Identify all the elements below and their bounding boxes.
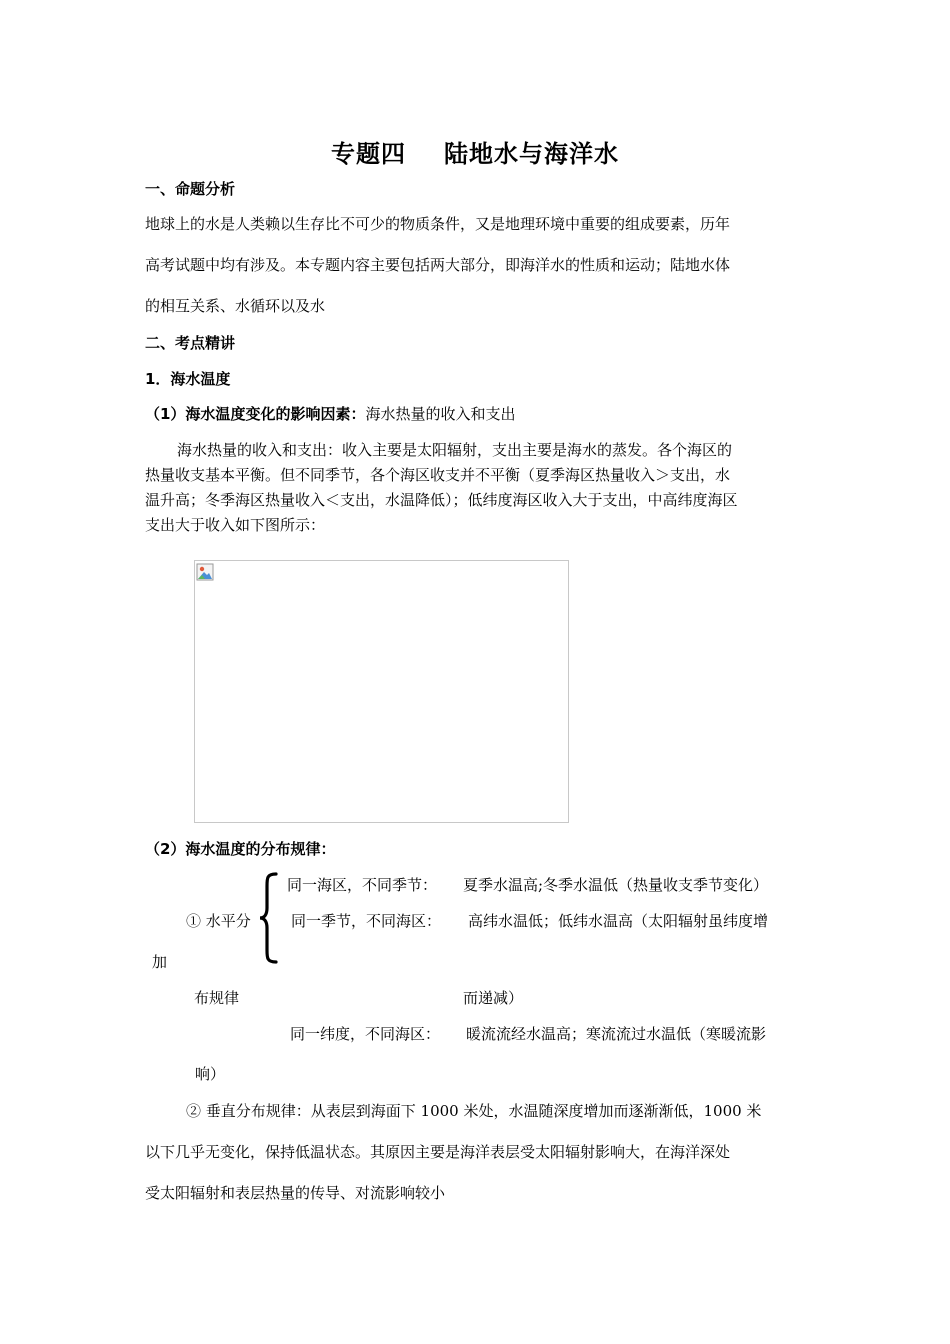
page-title [0,134,950,169]
item-1-label: （1）海水温度变化的影响因素： [145,405,366,423]
broken-image-icon [196,563,214,581]
broken-image-placeholder [194,560,569,823]
section-2-heading: 二、考点精讲 [145,334,236,352]
vertical-line-2: 以下几乎无变化，保持低温状态。其原因主要是海洋表层受太阳辐射影响大，在海洋深处 [145,1143,731,1161]
title-part-a: 专题四 [331,140,406,168]
vertical-line-1: ② 垂直分布规律：从表层到海面下 1000 米处，水温随深度增加而逐渐渐低，1000 米 [186,1102,762,1120]
curly-brace-icon [258,872,278,964]
row-3-result: 暖流流经水温高；寒流流过水温低（寒暖流影 [466,1025,767,1043]
para1-line-3: 温升高；冬季海区热量收入＜支出，水温降低）；低纬度海区收入大于支出，中高纬度海区 [145,491,738,509]
para1-line-4: 支出大于收入如下图所示： [145,516,326,534]
horizontal-label-c: 布规律 [194,989,240,1007]
row-1-result: 夏季水温高;冬季水温低（热量收支季节变化） [463,876,769,894]
row-2-result: 高纬水温低；低纬水温高（太阳辐射虽纬度增 [468,912,769,930]
row-2-condition: 同一季节，不同海区： [291,912,442,930]
para1-line-1: 海水热量的收入和支出：收入主要是太阳辐射，支出主要是海水的蒸发。各个海区的 [177,441,733,459]
sec1-line-2: 高考试题中均有涉及。本专题内容主要包括两大部分，即海洋水的性质和运动；陆地水体 [145,256,731,274]
horizontal-label-b: 加 [152,953,168,971]
para1-line-2: 热量收支基本平衡。但不同季节，各个海区收支并不平衡（夏季海区热量收入＞支出，水 [145,466,731,484]
vertical-line-3: 受太阳辐射和表层热量的传导、对流影响较小 [145,1184,446,1202]
sec1-line-1: 地球上的水是人类赖以生存比不可少的物质条件，又是地理环境中重要的组成要素，历年 [145,215,731,233]
item-1 [145,403,515,424]
sec1-line-3: 的相互关系、水循环以及水 [145,297,326,315]
row-3-condition: 同一纬度，不同海区： [290,1025,441,1043]
section-1-heading: 一、命题分析 [145,180,236,198]
row-3-continuation: 响） [195,1065,226,1083]
row-2-continuation: 而递减） [463,989,524,1007]
title-part-b: 陆地水与海洋水 [444,140,619,168]
item-1-text: 海水热量的收入和支出 [365,405,516,423]
row-1-condition: 同一海区，不同季节： [287,876,438,894]
item-2-label: （2）海水温度的分布规律： [145,840,336,858]
subsection-1-heading: 1．海水温度 [145,370,231,388]
horizontal-label-a: ① 水平分 [186,912,251,930]
